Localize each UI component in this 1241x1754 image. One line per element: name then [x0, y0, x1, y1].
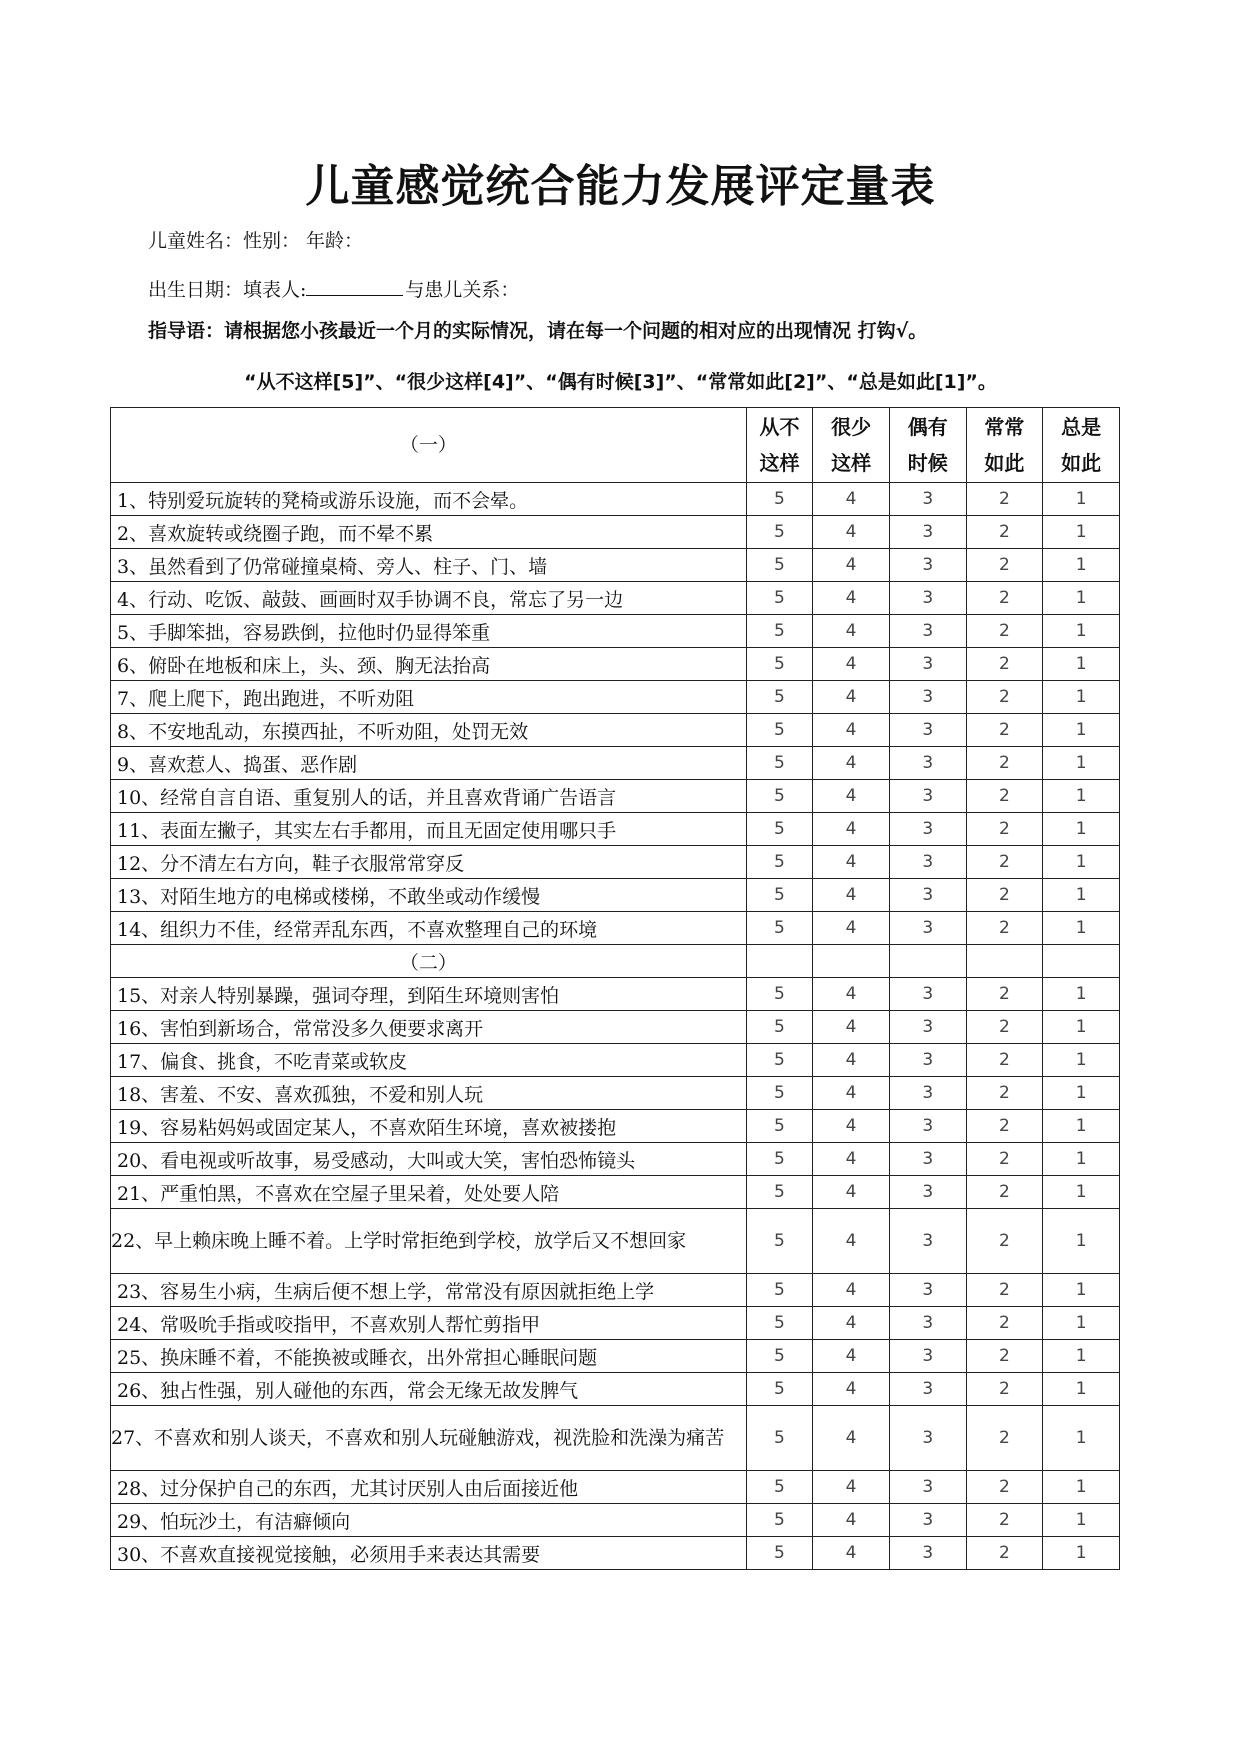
question-text: 30、不喜欢直接视觉接触，必须用手来表达其需要 [111, 1537, 747, 1570]
score-cell[interactable]: 1 [1043, 1044, 1120, 1077]
instructions: 指导语：请根据您小孩最近一个月的实际情况，请在每一个问题的相对应的出现情况 打钩√。 [148, 320, 928, 342]
table-row [111, 615, 1120, 648]
score-cell[interactable]: 5 [746, 1471, 813, 1504]
score-cell[interactable]: 4 [813, 648, 890, 681]
score-cell[interactable]: 4 [813, 1406, 890, 1471]
score-cell[interactable]: 3 [889, 1274, 966, 1307]
score-cell[interactable]: 2 [966, 1110, 1043, 1143]
score-cell[interactable]: 3 [889, 978, 966, 1011]
score-cell[interactable]: 5 [746, 615, 813, 648]
question-text: 17、偏食、挑食，不吃青菜或软皮 [111, 1044, 747, 1077]
question-text: 13、对陌生地方的电梯或楼梯，不敢坐或动作缓慢 [111, 879, 747, 912]
score-cell[interactable]: 2 [966, 1044, 1043, 1077]
table-header-row [111, 408, 1120, 483]
score-cell[interactable]: 1 [1043, 1274, 1120, 1307]
question-text: 8、不安地乱动，东摸西扯，不听劝阻，处罚无效 [111, 714, 747, 747]
score-cell[interactable]: 4 [813, 1537, 890, 1570]
question-text: 15、对亲人特别暴躁，强词夺理，到陌生环境则害怕 [111, 978, 747, 1011]
score-cell[interactable]: 1 [1043, 1110, 1120, 1143]
table-row [111, 648, 1120, 681]
score-cell[interactable]: 5 [746, 1209, 813, 1274]
table-row [111, 1176, 1120, 1209]
table-row [111, 483, 1120, 516]
score-cell[interactable]: 4 [813, 516, 890, 549]
score-cell[interactable]: 2 [966, 912, 1043, 945]
table-row [111, 582, 1120, 615]
score-cell[interactable]: 5 [746, 714, 813, 747]
score-cell[interactable]: 2 [966, 813, 1043, 846]
score-cell[interactable]: 2 [966, 879, 1043, 912]
question-text: 2、喜欢旋转或绕圈子跑，而不晕不累 [111, 516, 747, 549]
child-info-line: 儿童姓名：性别： 年龄： [148, 230, 364, 252]
table-row [111, 1143, 1120, 1176]
score-cell[interactable]: 5 [746, 747, 813, 780]
score-cell[interactable]: 1 [1043, 747, 1120, 780]
section-header-1: （一） [111, 408, 747, 483]
table-row [111, 780, 1120, 813]
score-cell[interactable]: 3 [889, 1504, 966, 1537]
score-cell[interactable]: 5 [746, 516, 813, 549]
score-cell[interactable]: 2 [966, 978, 1043, 1011]
score-cell[interactable]: 2 [966, 483, 1043, 516]
score-cell[interactable]: 4 [813, 978, 890, 1011]
table-row [111, 1044, 1120, 1077]
empty-cell [966, 945, 1043, 978]
score-cell[interactable]: 2 [966, 714, 1043, 747]
assessment-table [110, 407, 1120, 1570]
score-cell[interactable]: 4 [813, 1274, 890, 1307]
score-cell[interactable]: 4 [813, 912, 890, 945]
score-cell[interactable]: 5 [746, 1373, 813, 1406]
score-cell[interactable]: 3 [889, 714, 966, 747]
score-cell[interactable]: 1 [1043, 1471, 1120, 1504]
score-cell[interactable]: 3 [889, 681, 966, 714]
score-cell[interactable]: 3 [889, 780, 966, 813]
score-cell[interactable]: 2 [966, 780, 1043, 813]
page-title: 儿童感觉统合能力发展评定量表 [305, 161, 936, 212]
score-cell[interactable]: 1 [1043, 912, 1120, 945]
score-cell[interactable]: 3 [889, 516, 966, 549]
score-cell[interactable]: 5 [746, 1110, 813, 1143]
section-header-2: （二） [111, 945, 747, 978]
score-cell[interactable]: 1 [1043, 681, 1120, 714]
score-cell[interactable]: 3 [889, 1143, 966, 1176]
score-cell[interactable]: 1 [1043, 846, 1120, 879]
score-cell[interactable]: 4 [813, 1307, 890, 1340]
score-cell[interactable]: 2 [966, 1373, 1043, 1406]
score-cell[interactable]: 4 [813, 714, 890, 747]
score-cell[interactable]: 5 [746, 681, 813, 714]
question-text: 12、分不清左右方向，鞋子衣服常常穿反 [111, 846, 747, 879]
score-cell[interactable]: 5 [746, 1274, 813, 1307]
table-row [111, 714, 1120, 747]
question-text: 27、不喜欢和别人谈天，不喜欢和别人玩碰触游戏，视洗脸和洗澡为痛苦 [111, 1406, 747, 1471]
table-row [111, 846, 1120, 879]
score-cell[interactable]: 3 [889, 747, 966, 780]
table-row [111, 1077, 1120, 1110]
score-cell[interactable]: 2 [966, 1307, 1043, 1340]
score-cell[interactable]: 2 [966, 549, 1043, 582]
score-cell[interactable]: 3 [889, 1471, 966, 1504]
score-cell[interactable]: 3 [889, 1406, 966, 1471]
score-legend: “从不这样[5]”、“很少这样[4]”、“偶有时候[3]”、“常常如此[2]”、“总是如此[1]”。 [244, 371, 997, 393]
question-text: 22、早上赖床晚上睡不着。上学时常拒绝到学校，放学后又不想回家 [111, 1209, 747, 1274]
score-cell[interactable]: 2 [966, 1340, 1043, 1373]
birth-info-line [148, 275, 519, 302]
question-text: 21、严重怕黑，不喜欢在空屋子里呆着，处处要人陪 [111, 1176, 747, 1209]
score-cell[interactable]: 5 [746, 1537, 813, 1570]
score-cell[interactable]: 3 [889, 1011, 966, 1044]
question-text: 4、行动、吃饭、敲鼓、画画时双手协调不良，常忘了另一边 [111, 582, 747, 615]
score-cell[interactable]: 3 [889, 582, 966, 615]
score-cell[interactable]: 5 [746, 1011, 813, 1044]
score-cell[interactable]: 4 [813, 1504, 890, 1537]
score-cell[interactable]: 4 [813, 1110, 890, 1143]
score-cell[interactable]: 3 [889, 846, 966, 879]
score-cell[interactable]: 4 [813, 1077, 890, 1110]
score-cell[interactable]: 1 [1043, 615, 1120, 648]
table-row [111, 1340, 1120, 1373]
table-row [111, 1110, 1120, 1143]
score-cell[interactable]: 5 [746, 1077, 813, 1110]
score-cell[interactable]: 1 [1043, 1209, 1120, 1274]
score-cell[interactable]: 5 [746, 846, 813, 879]
table-row [111, 516, 1120, 549]
score-cell[interactable]: 1 [1043, 483, 1120, 516]
score-cell[interactable]: 5 [746, 648, 813, 681]
score-cell[interactable]: 5 [746, 549, 813, 582]
score-cell[interactable]: 1 [1043, 1504, 1120, 1537]
option-often: 常常 如此 [966, 408, 1043, 483]
score-cell[interactable]: 1 [1043, 1077, 1120, 1110]
score-cell[interactable]: 3 [889, 1537, 966, 1570]
empty-cell [813, 945, 890, 978]
score-cell[interactable]: 1 [1043, 1340, 1120, 1373]
score-cell[interactable]: 1 [1043, 1176, 1120, 1209]
score-cell[interactable]: 2 [966, 747, 1043, 780]
table-row [111, 549, 1120, 582]
score-cell[interactable]: 2 [966, 1176, 1043, 1209]
score-cell[interactable]: 3 [889, 1176, 966, 1209]
score-cell[interactable]: 1 [1043, 1011, 1120, 1044]
section-row [111, 945, 1120, 978]
score-cell[interactable]: 5 [746, 1307, 813, 1340]
question-text: 3、虽然看到了仍常碰撞桌椅、旁人、柱子、门、墙 [111, 549, 747, 582]
score-cell[interactable]: 1 [1043, 1307, 1120, 1340]
table-row [111, 1471, 1120, 1504]
empty-cell [746, 945, 813, 978]
table-row [111, 1406, 1120, 1471]
score-cell[interactable]: 5 [746, 879, 813, 912]
score-cell[interactable]: 5 [746, 1504, 813, 1537]
filler-blank[interactable] [306, 277, 403, 296]
score-cell[interactable]: 3 [889, 1077, 966, 1110]
score-cell[interactable]: 4 [813, 813, 890, 846]
score-cell[interactable]: 2 [966, 582, 1043, 615]
score-cell[interactable]: 3 [889, 1110, 966, 1143]
score-cell[interactable]: 4 [813, 879, 890, 912]
score-cell[interactable]: 4 [813, 747, 890, 780]
score-cell[interactable]: 3 [889, 1340, 966, 1373]
score-cell[interactable]: 5 [746, 582, 813, 615]
score-cell[interactable]: 2 [966, 516, 1043, 549]
option-never: 从不 这样 [746, 408, 813, 483]
score-cell[interactable]: 1 [1043, 549, 1120, 582]
score-cell[interactable]: 1 [1043, 648, 1120, 681]
score-cell[interactable]: 4 [813, 615, 890, 648]
question-text: 10、经常自言自语、重复别人的话，并且喜欢背诵广告语言 [111, 780, 747, 813]
score-cell[interactable]: 2 [966, 1011, 1043, 1044]
table-row [111, 813, 1120, 846]
question-text: 24、常吸吮手指或咬指甲，不喜欢别人帮忙剪指甲 [111, 1307, 747, 1340]
score-cell[interactable]: 1 [1043, 1143, 1120, 1176]
option-sometimes: 偶有 时候 [889, 408, 966, 483]
question-text: 19、容易粘妈妈或固定某人，不喜欢陌生环境，喜欢被搂抱 [111, 1110, 747, 1143]
score-cell[interactable]: 2 [966, 1209, 1043, 1274]
score-cell[interactable]: 3 [889, 549, 966, 582]
score-cell[interactable]: 4 [813, 582, 890, 615]
question-text: 25、换床睡不着，不能换被或睡衣，出外常担心睡眠问题 [111, 1340, 747, 1373]
score-cell[interactable]: 5 [746, 912, 813, 945]
table-row [111, 1307, 1120, 1340]
score-cell[interactable]: 3 [889, 483, 966, 516]
score-cell[interactable]: 2 [966, 846, 1043, 879]
score-cell[interactable]: 5 [746, 1340, 813, 1373]
table-row [111, 747, 1120, 780]
score-cell[interactable]: 2 [966, 1504, 1043, 1537]
score-cell[interactable]: 2 [966, 681, 1043, 714]
score-cell[interactable]: 5 [746, 780, 813, 813]
option-rarely: 很少 这样 [813, 408, 890, 483]
question-text: 20、看电视或听故事，易受感动，大叫或大笑，害怕恐怖镜头 [111, 1143, 747, 1176]
empty-cell [889, 945, 966, 978]
table-row [111, 978, 1120, 1011]
question-text: 16、害怕到新场合，常常没多久便要求离开 [111, 1011, 747, 1044]
question-text: 11、表面左撇子，其实左右手都用，而且无固定使用哪只手 [111, 813, 747, 846]
score-cell[interactable]: 1 [1043, 1406, 1120, 1471]
score-cell[interactable]: 5 [746, 978, 813, 1011]
relation-label: 与患儿关系： [405, 279, 520, 301]
score-cell[interactable]: 2 [966, 1537, 1043, 1570]
score-cell[interactable]: 4 [813, 1143, 890, 1176]
score-cell[interactable]: 4 [813, 1340, 890, 1373]
score-cell[interactable]: 3 [889, 1307, 966, 1340]
score-cell[interactable]: 2 [966, 1077, 1043, 1110]
score-cell[interactable]: 2 [966, 1471, 1043, 1504]
score-cell[interactable]: 4 [813, 1373, 890, 1406]
score-cell[interactable]: 1 [1043, 582, 1120, 615]
score-cell[interactable]: 4 [813, 1209, 890, 1274]
score-cell[interactable]: 3 [889, 912, 966, 945]
score-cell[interactable]: 5 [746, 1044, 813, 1077]
question-text: 26、独占性强，别人碰他的东西，常会无缘无故发脾气 [111, 1373, 747, 1406]
score-cell[interactable]: 5 [746, 1406, 813, 1471]
score-cell[interactable]: 4 [813, 1011, 890, 1044]
question-text: 9、喜欢惹人、捣蛋、恶作剧 [111, 747, 747, 780]
score-cell[interactable]: 4 [813, 549, 890, 582]
question-text: 5、手脚笨拙，容易跌倒，拉他时仍显得笨重 [111, 615, 747, 648]
option-always: 总是 如此 [1043, 408, 1120, 483]
birth-filler-label: 出生日期：填表人: [148, 279, 307, 301]
table-row [111, 1011, 1120, 1044]
table-row [111, 1373, 1120, 1406]
score-cell[interactable]: 1 [1043, 780, 1120, 813]
score-cell[interactable]: 1 [1043, 516, 1120, 549]
question-text: 14、组织力不佳，经常弄乱东西，不喜欢整理自己的环境 [111, 912, 747, 945]
question-text: 23、容易生小病，生病后便不想上学，常常没有原因就拒绝上学 [111, 1274, 747, 1307]
question-text: 7、爬上爬下，跑出跑进，不听劝阻 [111, 681, 747, 714]
question-text: 18、害羞、不安、喜欢孤独，不爱和别人玩 [111, 1077, 747, 1110]
score-cell[interactable]: 1 [1043, 714, 1120, 747]
score-cell[interactable]: 1 [1043, 978, 1120, 1011]
score-cell[interactable]: 3 [889, 648, 966, 681]
score-cell[interactable]: 4 [813, 780, 890, 813]
score-cell[interactable]: 2 [966, 1143, 1043, 1176]
table-row [111, 1504, 1120, 1537]
empty-cell [1043, 945, 1120, 978]
score-cell[interactable]: 5 [746, 1176, 813, 1209]
table-row [111, 1209, 1120, 1274]
score-cell[interactable]: 1 [1043, 813, 1120, 846]
score-cell[interactable]: 4 [813, 1176, 890, 1209]
score-cell[interactable]: 2 [966, 1274, 1043, 1307]
table-row [111, 879, 1120, 912]
score-cell[interactable]: 5 [746, 813, 813, 846]
question-text: 29、怕玩沙土，有洁癖倾向 [111, 1504, 747, 1537]
score-cell[interactable]: 4 [813, 681, 890, 714]
score-cell[interactable]: 3 [889, 615, 966, 648]
score-cell[interactable]: 5 [746, 483, 813, 516]
score-cell[interactable]: 3 [889, 813, 966, 846]
score-cell[interactable]: 3 [889, 1044, 966, 1077]
table-row [111, 1537, 1120, 1570]
score-cell[interactable]: 2 [966, 615, 1043, 648]
score-cell[interactable]: 4 [813, 1471, 890, 1504]
score-cell[interactable]: 1 [1043, 879, 1120, 912]
question-text: 28、过分保护自己的东西，尤其讨厌别人由后面接近他 [111, 1471, 747, 1504]
score-cell[interactable]: 5 [746, 1143, 813, 1176]
table-row [111, 912, 1120, 945]
score-cell[interactable]: 4 [813, 483, 890, 516]
table-row [111, 1274, 1120, 1307]
question-text: 6、俯卧在地板和床上，头、颈、胸无法抬高 [111, 648, 747, 681]
score-cell[interactable]: 2 [966, 1406, 1043, 1471]
score-cell[interactable]: 3 [889, 1373, 966, 1406]
score-cell[interactable]: 3 [889, 1209, 966, 1274]
score-cell[interactable]: 4 [813, 846, 890, 879]
question-text: 1、特别爱玩旋转的凳椅或游乐设施，而不会晕。 [111, 483, 747, 516]
score-cell[interactable]: 4 [813, 1044, 890, 1077]
score-cell[interactable]: 2 [966, 648, 1043, 681]
score-cell[interactable]: 3 [889, 879, 966, 912]
score-cell[interactable]: 1 [1043, 1537, 1120, 1570]
score-cell[interactable]: 1 [1043, 1373, 1120, 1406]
table-row [111, 681, 1120, 714]
